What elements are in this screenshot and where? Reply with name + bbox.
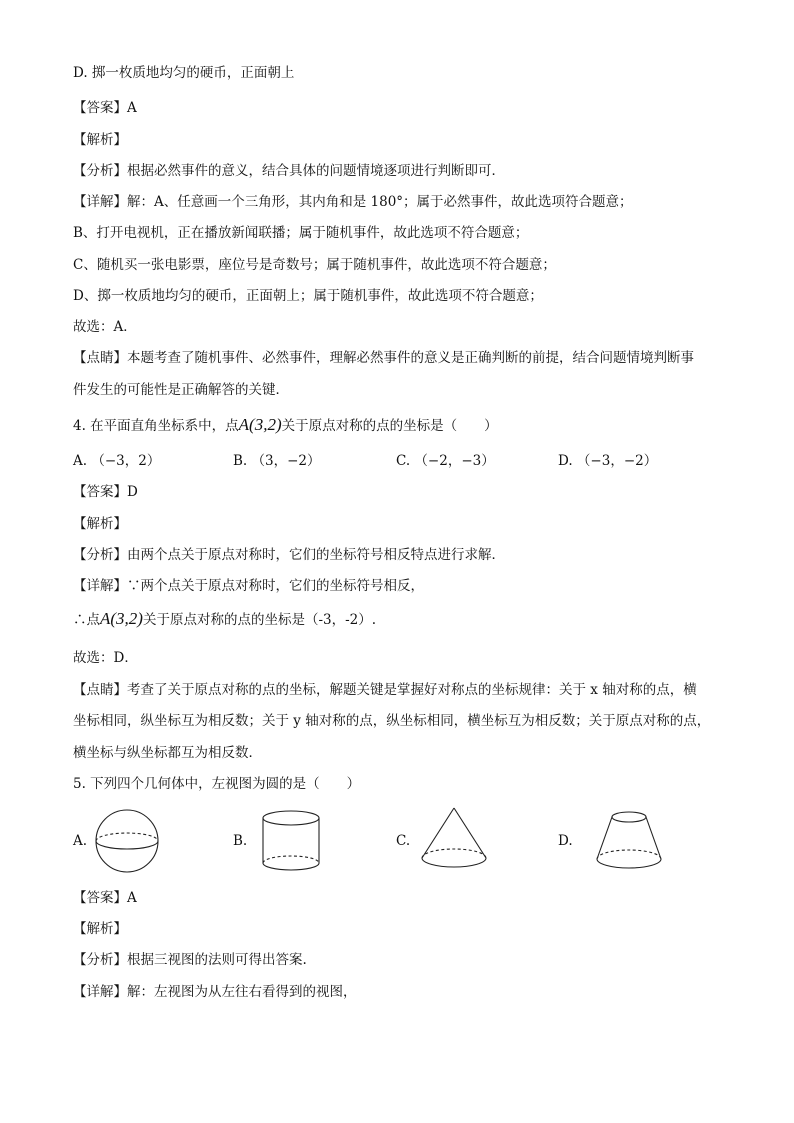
detail-line: 【详解】解：A、任意画一个三角形，其内角和是 180°；属于必然事件，故此选项符合题意； [73,194,633,210]
analysis-line: 【分析】根据必然事件的意义，结合具体的问题情境逐项进行判断即可． [73,163,505,179]
cylinder-figure [258,808,324,874]
q4-comment-1: 【点睛】考查了关于原点对称的点的坐标，解题关键是掌握好对称点的坐标规律：关于 x 轴对称的点，横 [73,682,697,698]
q5-label-b: B. [233,833,248,849]
analysis-heading: 【解析】 [73,132,127,148]
frustum-figure [593,808,667,874]
q4-analysis: 【分析】由两个点关于原点对称时，它们的坐标符号相反特点进行求解． [73,547,505,563]
q5-label-d: D. [558,833,573,849]
detail-line-d: D、掷一枚质地均匀的硬币，正面朝上；属于随机事件，故此选项不符合题意； [73,288,543,304]
choose-line: 故选：A． [73,319,137,335]
q4-therefore-math: A(3,2) [100,609,143,628]
sphere-figure [92,808,164,874]
q4-detail: 【详解】∵两个点关于原点对称时，它们的坐标符号相反， [73,578,424,594]
option-d-line: D. 掷一枚质地均匀的硬币，正面朝上 [73,65,295,81]
q4-answer: 【答案】D [73,484,138,500]
cone-figure [418,805,492,875]
q5-label-c: C. [396,833,411,849]
q4-therefore-suffix: 关于原点对称的点的坐标是（-3，-2）. [142,612,377,628]
q5-analysis: 【分析】根据三视图的法则可得出答案. [73,952,307,968]
question-5-stem: 5. 下列四个几何体中，左视图为圆的是（ ） [73,776,361,792]
comment-line-1: 【点睛】本题考查了随机事件、必然事件，理解必然事件的意义是正确判断的前提，结合问题情境判断事 [73,350,694,366]
comment-line-2: 件发生的可能性是正确解答的关键． [73,382,289,398]
question-4-stem [73,416,498,435]
q4-therefore-prefix: ∴点 [73,612,100,628]
q4-option-b: B. （3，−2） [233,453,321,469]
q4-comment-2: 坐标相同，纵坐标互为相反数；关于 y 轴对称的点，纵坐标相同，横坐标互为相反数；关于原点对称的点， [73,713,711,729]
q4-option-a: A. （−3，2） [73,453,161,469]
q5-detail: 【详解】解：左视图为从左往右看得到的视图， [73,984,357,1000]
q4-analysis-heading: 【解析】 [73,516,127,532]
detail-line-c: C、随机买一张电影票，座位号是奇数号；属于随机事件，故此选项不符合题意； [73,257,556,273]
detail-line-b: B、打开电视机，正在播放新闻联播；属于随机事件，故此选项不符合题意； [73,225,529,241]
q5-answer: 【答案】A [73,890,137,906]
q4-comment-3: 横坐标与纵坐标都互为相反数． [73,745,262,761]
q4-choose: 故选：D． [73,650,138,666]
q5-analysis-heading: 【解析】 [73,921,127,937]
q4-option-d: D. （−3，−2） [558,453,658,469]
q4-prefix: 4. 在平面直角坐标系中，点 [73,418,239,434]
q4-therefore [73,610,376,629]
q5-label-a: A. [73,833,88,849]
answer-line: 【答案】A [73,100,137,116]
question-4-options [73,452,713,470]
q4-suffix: 关于原点对称的点的坐标是（ ） [281,418,498,434]
q4-math: A(3,2) [238,415,282,434]
q4-option-c: C. （−2，−3） [396,453,495,469]
